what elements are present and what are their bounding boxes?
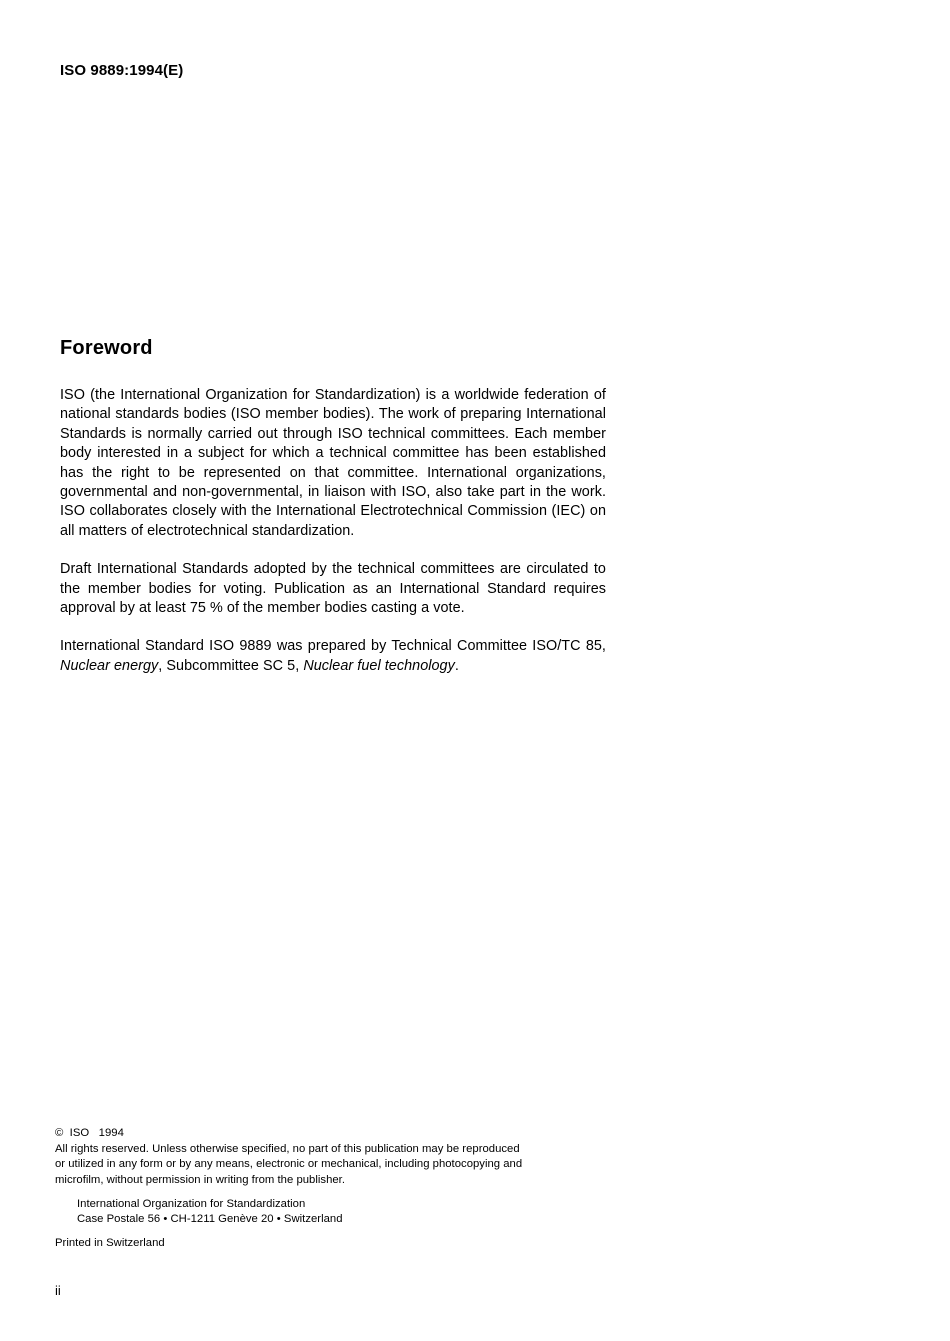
organization-name: International Organization for Standardization [77,1197,306,1210]
committee-title-nuclear-energy: Nuclear energy [60,657,159,674]
rights-line-1: All rights reserved. Unless otherwise specified, no part of this publication may be reproduced [55,1143,520,1156]
printed-in-notice: Printed in Switzerland [55,1237,165,1250]
document-reference-header: ISO 9889:1994(E) [60,62,184,79]
rights-line-2: or utilized in any form or by any means, electronic or mechanical, including photocopying and [55,1158,523,1171]
copyright-notice: © ISO 1994 [55,1127,124,1139]
rights-line-3: microfilm, without permission in writing from the publisher. [55,1173,345,1186]
foreword-section [60,336,606,676]
address-line: Case Postale 56 • CH-1211 Genève 20 • Switzerland [77,1213,343,1226]
page-number: ii [55,1283,61,1298]
tc-text-part-3: . [454,657,459,674]
page-title: Foreword [60,337,153,359]
foreword-paragraph-3 [60,637,606,676]
foreword-paragraph-1: ISO (the International Organization for Standardization) is a worldwide federation of national standards bodies (ISO member bodies). The work of preparing International Standards is normally carried out through ISO technical committees. Each member body interested in a subject for which a technical committee has been established has the right to be represented on that committee. International organizations, governmental and non-governmental, in liaison with ISO, also take part in the work. ISO collaborates closely with the International Electrotechnical Commission (IEC) on all matters of electrotechnical standardization. [60,387,606,539]
tc-text-part-1: International Standard ISO 9889 was prepared by Technical Committee ISO/TC 85, [60,638,606,655]
foreword-paragraph-2: Draft International Standards adopted by the technical committees are circulated to the member bodies for voting. Publication as an International Standard requires approval by at least 75 % of the member bodies casting a vote. [60,561,606,617]
publisher-address [55,1197,625,1227]
tc-text-part-2: , Subcommittee SC 5, [158,657,304,674]
copyright-footer [55,1126,625,1251]
rights-reserved-text [55,1142,625,1188]
subcommittee-title-nuclear-fuel-technology: Nuclear fuel technology [303,657,455,674]
